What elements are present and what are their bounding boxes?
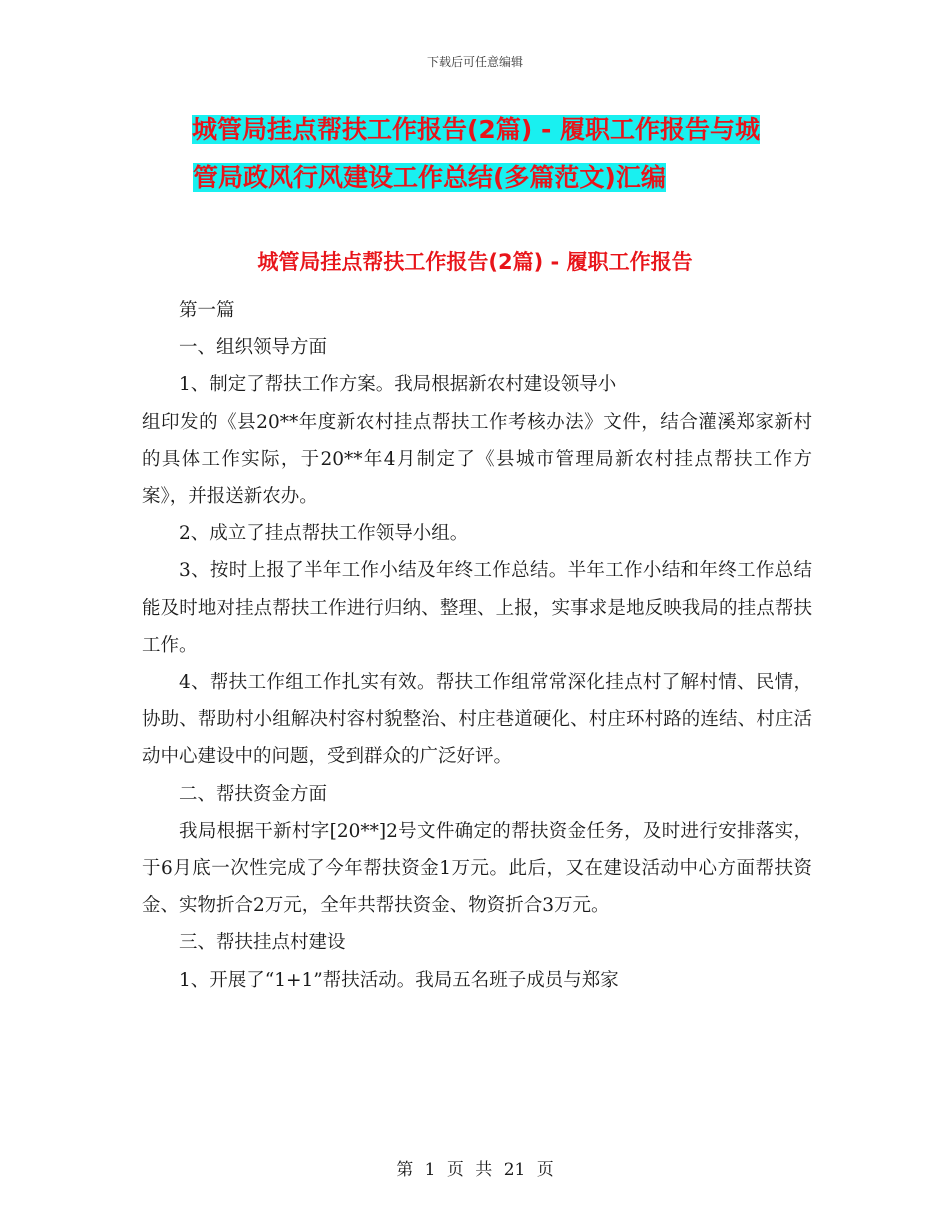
page-footer: 第 1 页 共 21 页 bbox=[396, 1160, 554, 1180]
paragraph: 组印发的《县20**年度新农村挂点帮扶工作考核办法》文件，结合灌溪郑家新村的具体工作实际，于20**年4月制定了《县城市管理局新农村挂点帮扶工作方案》，并报送新农办。 bbox=[142, 411, 812, 508]
paragraph: 2、成立了挂点帮扶工作领导小组。 bbox=[179, 523, 469, 545]
section-title: 城管局挂点帮扶工作报告(2篇) - 履职工作报告 bbox=[257, 250, 693, 274]
title-highlight: 管局政风行风建设工作总结(多篇范文)汇编 bbox=[193, 163, 666, 192]
paragraph: 三、帮扶挂点村建设 bbox=[179, 932, 346, 954]
paragraph: 第一篇 bbox=[179, 300, 235, 321]
paragraph: 1、开展了“1+1”帮扶活动。我局五名班子成员与郑家 bbox=[179, 969, 619, 991]
paragraph: 4、帮扶工作组工作扎实有效。帮扶工作组常常深化挂点村了解村情、民情，协助、帮助村小组解决村容村貌整治、村庄巷道硬化、村庄环村路的连结、村庄活动中心建设中的问题，受到群众的广泛好评。 bbox=[142, 672, 812, 768]
document-title-line-2 bbox=[140, 154, 820, 202]
paragraph: 二、帮扶资金方面 bbox=[179, 783, 328, 805]
paragraph: 我局根据干新村字[20**]2号文件确定的帮扶资金任务，及时进行安排落实，于6月底一次性完成了今年帮扶资金1万元。此后，又在建设活动中心方面帮扶资金、实物折合2万元，全年共帮扶资金、物资折合3万元。 bbox=[142, 820, 812, 917]
paragraph: 1、制定了帮扶工作方案。我局根据新农村建设领导小 bbox=[179, 374, 617, 396]
title-highlight: 城管局挂点帮扶工作报告(2篇) - 履职工作报告与城 bbox=[192, 115, 761, 144]
header-note: 下载后可任意编辑 bbox=[426, 55, 523, 69]
paragraph: 一、组织领导方面 bbox=[179, 337, 328, 359]
document-title bbox=[140, 106, 820, 202]
paragraph: 3、按时上报了半年工作小结及年终工作总结。半年工作小结和年终工作总结能及时地对挂点帮扶工作进行归纳、整理、上报，实事求是地反映我局的挂点帮扶工作。 bbox=[142, 560, 812, 656]
document-body bbox=[142, 292, 812, 999]
document-title-line-1 bbox=[140, 106, 820, 154]
